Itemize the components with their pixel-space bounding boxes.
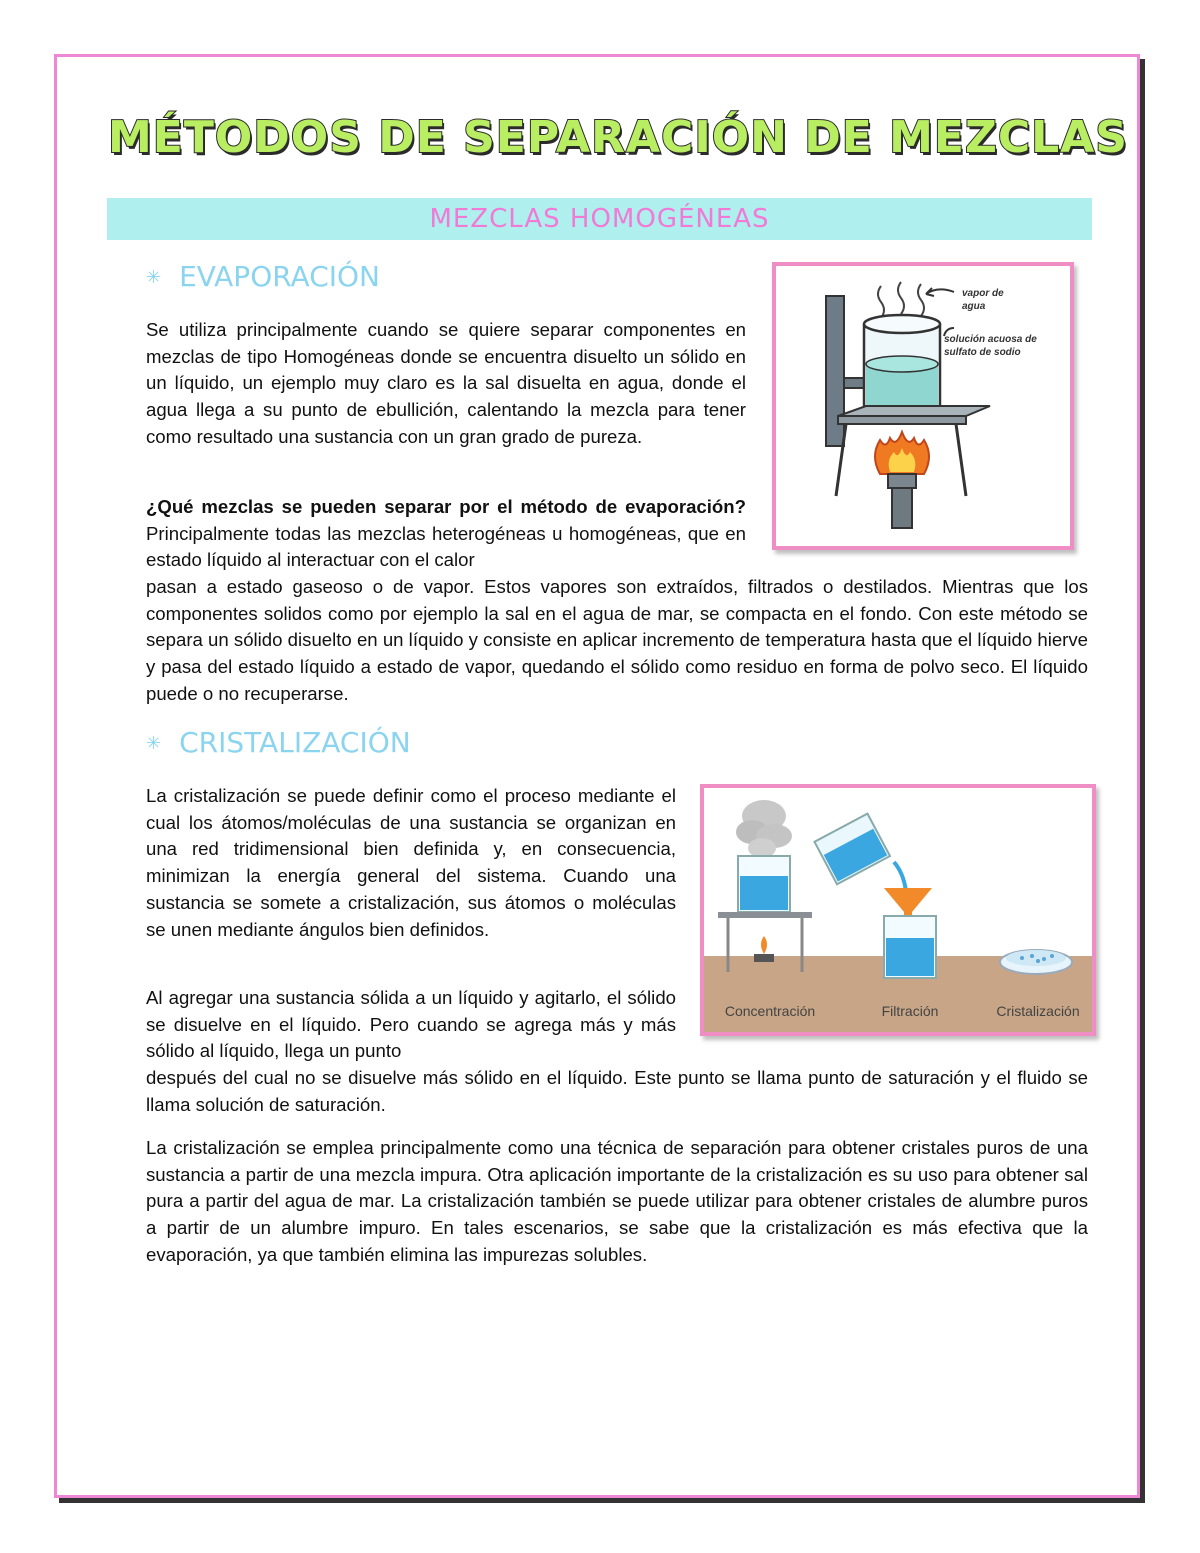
evaporacion-question-bold: ¿Qué mezclas se pueden separar por el método de evaporación? <box>146 496 746 517</box>
cristalizacion-heading-text: CRISTALIZACIÓN <box>179 726 411 759</box>
vapor-label-2: agua <box>962 301 986 312</box>
section-banner: MEZCLAS HOMOGÉNEAS <box>107 198 1092 240</box>
evaporacion-question-rest-a: Principalmente todas las mezclas heterogéneas u homogéneas, que en estado líquido al interactuar con el calor <box>146 522 746 571</box>
cristalizacion-paragraph-3: La cristalización se emplea principalmente como una técnica de separación para obtener cristales puros de una sustancia a partir de una mezcla impura. Otra aplicación importante de la cristalización es su uso para obtener sal pura a partir del agua de mar. La cristalización también se puede utilizar para obtener cristales de alumbre puros a partir de un alumbre impuro. En tales escenarios, se sabe que la cristalización es más efectiva que la evaporación, ya que también elimina las impurezas solubles. <box>146 1137 1088 1265</box>
crystallization-figure <box>700 784 1096 1036</box>
vapor-label-1: vapor de <box>962 288 1004 299</box>
caption-filtracion: Filtración <box>881 1003 939 1019</box>
cristalizacion-paragraph-2-b: después del cual no se disuelve más sólido en el líquido. Este punto se llama punto de saturación y el fluido se llama solución de saturación. <box>146 1067 1088 1115</box>
evaporacion-question-lead <box>146 494 746 574</box>
evaporacion-paragraph-2 <box>146 574 1088 708</box>
page-title: MÉTODOS DE SEPARACIÓN DE MEZCLAS <box>108 112 1128 163</box>
asterisk-bullet-icon: ✳ <box>146 267 162 288</box>
crystallization-diagram <box>704 788 1092 1032</box>
evaporacion-paragraph-1: Se utiliza principalmente cuando se quiere separar componentes en mezclas de tipo Homogéneas donde se encuentra disuelto un sólido en un líquido, un ejemplo muy claro es la sal disuelta en agua, donde el agua llega a su punto de ebullición, calentando la mezcla para tener como resultado una sustancia con un gran grado de pureza. <box>146 319 746 447</box>
caption-cristalizacion: Cristalización <box>996 1003 1080 1019</box>
cristalizacion-paragraph-2-lead <box>146 985 676 1065</box>
cristalizacion-paragraph-2-a: Al agregar una sustancia sólida a un líquido y agitarlo, el sólido se disuelve en el líquido. Pero cuando se agrega más y más sólido al líquido, llega un punto <box>146 987 676 1062</box>
solution-label-1: solución acuosa de <box>944 334 1037 345</box>
solution-label-2: sulfato de sodio <box>944 347 1021 358</box>
evaporation-diagram <box>776 266 1070 546</box>
cristalizacion-paragraph-2 <box>146 1065 1088 1118</box>
cristalizacion-paragraph-1: La cristalización se puede definir como el proceso mediante el cual los átomos/moléculas de una sustancia se organizan en una red tridimensional bien definida y, en consecuencia, minimizan la energía general del sistema. Cuando una sustancia se somete a cristalización, sus átomos o moléculas se unen mediante ángulos bien definidos. <box>146 785 676 940</box>
asterisk-bullet-icon: ✳ <box>146 733 162 754</box>
evaporation-figure <box>772 262 1074 550</box>
caption-concentracion: Concentración <box>724 1003 816 1019</box>
evaporacion-heading-text: EVAPORACIÓN <box>179 260 381 293</box>
cristalizacion-heading <box>146 726 411 759</box>
evaporacion-question-rest-b: pasan a estado gaseoso o de vapor. Estos vapores son extraídos, filtrados o destilados. Mientras que los componentes solidos como por ejemplo la sal en el agua de mar, se compacta en el fondo. Con este método se separa un sólido disuelto en un líquido y consiste en aplicar incremento de temperatura hasta que el líquido hierve y pasa del estado líquido a estado de vapor, quedando el sólido como residuo en forma de polvo seco. El líquido puede o no recuperarse. <box>146 576 1088 704</box>
evaporacion-heading <box>146 260 380 293</box>
